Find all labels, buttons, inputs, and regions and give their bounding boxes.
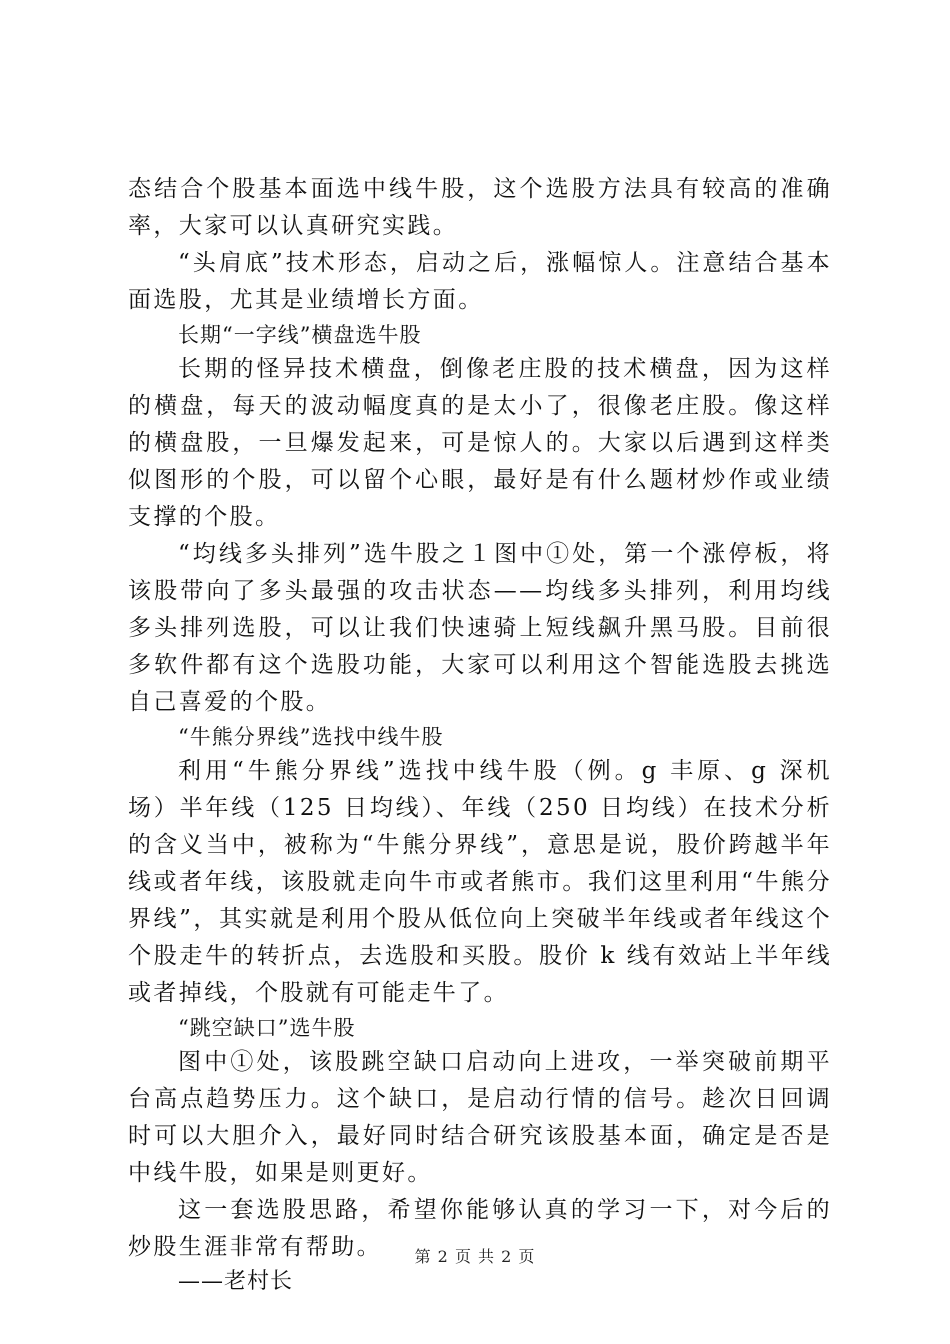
section-heading-gap: “跳空缺口”选牛股 [178, 1016, 356, 1040]
paragraph-flat-line: 长期的怪异技术横盘，倒像老庄股的技术横盘，因为这样的横盘，每天的波动幅度真的是太小了，很像老庄股。像这样的横盘股，一旦爆发起来，可是惊人的。大家以后遇到这样类似图形的个股，可以留个心眼，最好是有什么题材炒作或业绩支撑的个股。 [128, 356, 832, 530]
paragraph-bull-bear-line: 利用“牛熊分界线”选找中线牛股（例。g 丰原、g 深机场）半年线（125 日均线）、年线（250 日均线）在技术分析的含义当中，被称为“牛熊分界线”，意思是说，股价跨越半年线或者年线，该股就走向牛市或者熊市。我们这里利用“牛熊分界线”，其实就是利用个股从低位向上突破半年线或者年线这个个股走牛的转折点，去选股和买股。股价 k 线有效站上半年线或者掉线，个股就有可能走牛了。 [128, 758, 832, 1006]
paragraph-closing: 这一套选股思路，希望你能够认真的学习一下，对今后的炒股生涯非常有帮助。 [128, 1197, 832, 1260]
paragraph-head-shoulders: “头肩底”技术形态，启动之后，涨幅惊人。注意结合基本面选股，尤其是业绩增长方面。 [128, 250, 832, 313]
section-heading-flat-line: 长期“一字线”横盘选牛股 [178, 323, 422, 347]
document-body [128, 171, 832, 1298]
paragraph-continued: 态结合个股基本面选中线牛股，这个选股方法具有较高的准确率，大家可以认真研究实践。 [128, 176, 832, 239]
section-heading-bull-bear-line: “牛熊分界线”选找中线牛股 [178, 725, 444, 749]
author-signoff: ——老村长 [178, 1269, 294, 1294]
paragraph-gap: 图中①处，该股跳空缺口启动向上进攻，一举突破前期平台高点趋势压力。这个缺口，是启动行情的信号。趁次日回调时可以大胆介入，最好同时结合研究该股基本面，确定是否是中线牛股，如果是则更好。 [128, 1049, 832, 1186]
paragraph-moving-average: “均线多头排列”选牛股之１图中①处，第一个涨停板，将该股带向了多头最强的攻击状态——均线多头排列，利用均线多头排列选股，可以让我们快速骑上短线飙升黑马股。目前很多软件都有这个选股功能，大家可以利用这个智能选股去挑选自己喜爱的个股。 [128, 541, 832, 715]
page-footer: 第 2 页 共 2 页 [414, 1247, 536, 1266]
